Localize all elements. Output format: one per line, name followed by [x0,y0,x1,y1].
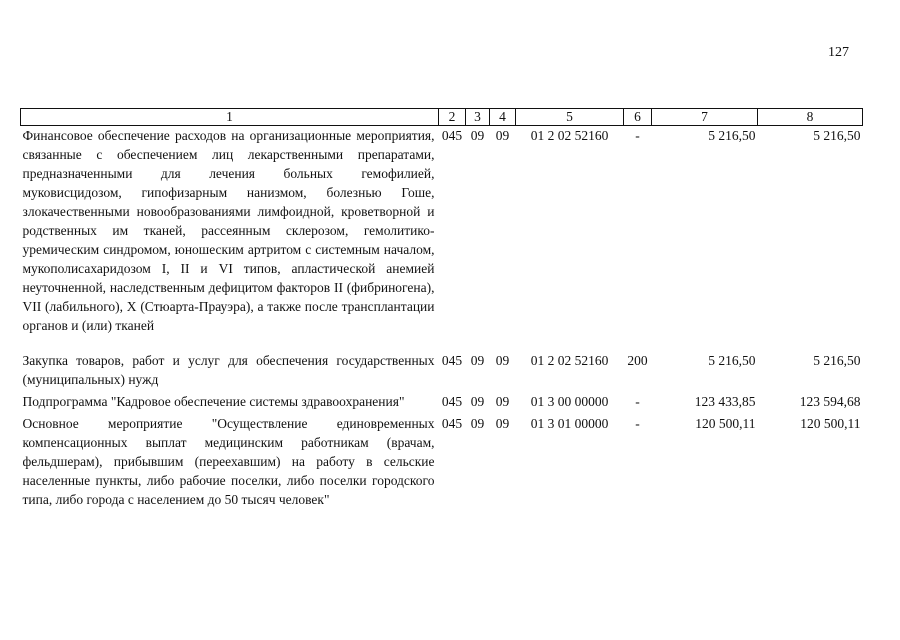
amount-col-7: 120 500,11 [695,416,756,431]
header-col-8: 8 [758,109,863,126]
header-col-5: 5 [516,109,624,126]
table-row [21,414,863,509]
header-col-7: 7 [652,109,758,126]
expense-type-code: - [635,416,640,431]
row-name: Подпрограмма "Кадровое обеспечение системы здравоохранения" [22,394,405,409]
target-article-code: 01 3 00 00000 [530,394,609,409]
row-name: Основное мероприятие "Осуществление единовременных компенсационных выплат медицинским работникам (врачам, фельдшерам), прибывшим (переехавшим) на работу в сельские населенные пункты, либо рабочие поселки, либо поселки городского типа, либо города с населением до 50 тысяч человек" [22,416,435,507]
ministry-code: 045 [441,394,463,409]
table-row [21,351,863,392]
amount-col-7: 123 433,85 [694,394,756,409]
header-col-2: 2 [439,109,466,126]
section-code: 09 [470,353,485,368]
header-col-6: 6 [624,109,652,126]
expense-type-code: 200 [627,353,648,368]
amount-col-8: 5 216,50 [813,128,861,143]
subsection-code: 09 [495,394,510,409]
ministry-code: 045 [441,128,463,143]
expense-type-code: - [635,394,640,409]
target-article-code: 01 2 02 52160 [530,353,609,368]
section-code: 09 [470,416,485,431]
header-col-3: 3 [466,109,490,126]
amount-col-7: 5 216,50 [708,353,756,368]
section-code: 09 [470,128,485,143]
budget-table [20,108,863,509]
table-row [21,126,863,352]
row-name: Закупка товаров, работ и услуг для обеспечения государственных (муниципальных) нужд [22,353,435,387]
amount-col-8: 120 500,11 [800,416,861,431]
table-body [21,126,863,510]
amount-col-7: 5 216,50 [708,128,756,143]
ministry-code: 045 [441,416,463,431]
header-col-4: 4 [490,109,516,126]
subsection-code: 09 [495,128,510,143]
table-header [21,109,863,126]
page-number: 127 [828,45,849,60]
section-code: 09 [470,394,485,409]
amount-col-8: 123 594,68 [799,394,861,409]
amount-col-8: 5 216,50 [813,353,861,368]
target-article-code: 01 3 01 00000 [530,416,609,431]
row-name: Финансовое обеспечение расходов на организационные мероприятия, связанные с обеспечением лиц лекарственными препаратами, предназначенными для лечения больных гемофилией, муковисцидозом, гипофизарным нанизмом, болезнью Гоше, злокачественными новообразованиями лимфоидной, кроветворной и родственных им тканей, рассеянным склерозом, гемолитико-уремическим синдромом, юношеским артритом с системным началом, мукополисахаридозом I, II и VI типов, апластической анемией неуточненной, наследственным дефицитом факторов II (фибриногена), VII (лабильного), X (Стюарта-Прауэра), а также после трансплантации органов и (или) тканей [22,128,435,333]
header-row [21,109,863,126]
header-col-1: 1 [21,109,439,126]
target-article-code: 01 2 02 52160 [530,128,609,143]
table-row [21,392,863,414]
ministry-code: 045 [441,353,463,368]
subsection-code: 09 [495,416,510,431]
subsection-code: 09 [495,353,510,368]
expense-type-code: - [635,128,640,143]
